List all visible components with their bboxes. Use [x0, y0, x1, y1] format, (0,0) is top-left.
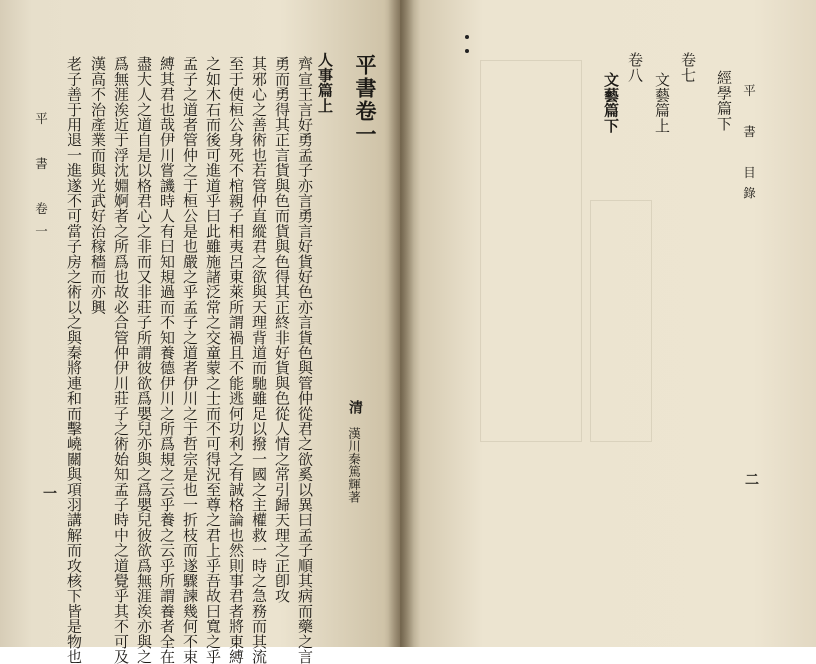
book-gutter [388, 0, 414, 647]
toc-item: 卷七 [679, 52, 697, 83]
toc-item: 卷八 [626, 52, 644, 83]
text-column: 漢高不治產業而與光武好治稼穡而亦興 [89, 56, 107, 315]
text-column: 勇而勇得其正言貨與色而貨與色得其正終非好貨與色從人情之常引歸天理之正卽攻 [273, 56, 291, 604]
toc-item: 經學篇下 [715, 70, 733, 131]
dynasty-stamp: 清 [347, 400, 363, 415]
text-column: 至于使桓公身死不棺親子相夷呂東萊所謂禍且不能逃何功利之有誠格論也然則事君者將東縛 [227, 56, 245, 664]
text-column: 之如木石而後可進道乎曰此雖施諸泛常之交童蒙之士而不可得況至尊之君上乎吾故曰寬之乎 [204, 56, 222, 664]
running-title-left: 平 書 卷一 [33, 112, 49, 247]
toc-item: 文藝篇上 [653, 72, 671, 133]
show-through-mark [590, 200, 652, 442]
text-column: 老子善于用退一進遂不可當子房之術以之與秦將連和而擊嶢關與項羽講解而攻核下皆是物也 [65, 56, 83, 664]
text-column: 孟子之道者管仲之于桓公是也嚴之乎孟子之道者伊川之于哲宗是也一折枝而遂驟諫幾何不束 [181, 56, 199, 664]
text-column: 齊宣王言好勇孟子亦言勇言好貨好色亦言貨色與管仲從君之欲奚以異曰孟子順其病而藥之言 [296, 56, 314, 664]
show-through-mark [480, 60, 582, 442]
text-column: 縛其君也哉伊川嘗譏時人有曰知規過而不知養德伊川之所爲規之云乎養之云乎所謂養者全在 [158, 56, 176, 664]
toc-item: 文藝篇下 [602, 72, 620, 133]
ink-marks [462, 33, 472, 63]
page-number-left: 一 [41, 486, 57, 501]
text-column: 其邪心之善術也若管仲直縱君之欲與天理背道而馳雖足以撥一國之主權救一時之急務而其流 [250, 56, 268, 664]
running-title-right: 平 書 目錄 [741, 84, 757, 207]
text-column: 盡大人之道自是以格君心之非而又非莊子所謂彼欲爲嬰兒亦與之爲嬰兒彼欲爲無涯涘亦與之 [135, 56, 153, 664]
left-page [0, 0, 400, 647]
page-number-right: 二 [743, 472, 759, 487]
text-column: 爲無涯涘近于浮沈婣婀者之所爲也故必合管仲伊川莊子之術始知孟子時中之道覺乎其不可及 [112, 56, 130, 664]
book-title: 平書卷一 [353, 54, 378, 146]
author-line: 漢川秦篤輝著 [346, 427, 362, 504]
section-heading: 人事篇上 [316, 52, 334, 113]
